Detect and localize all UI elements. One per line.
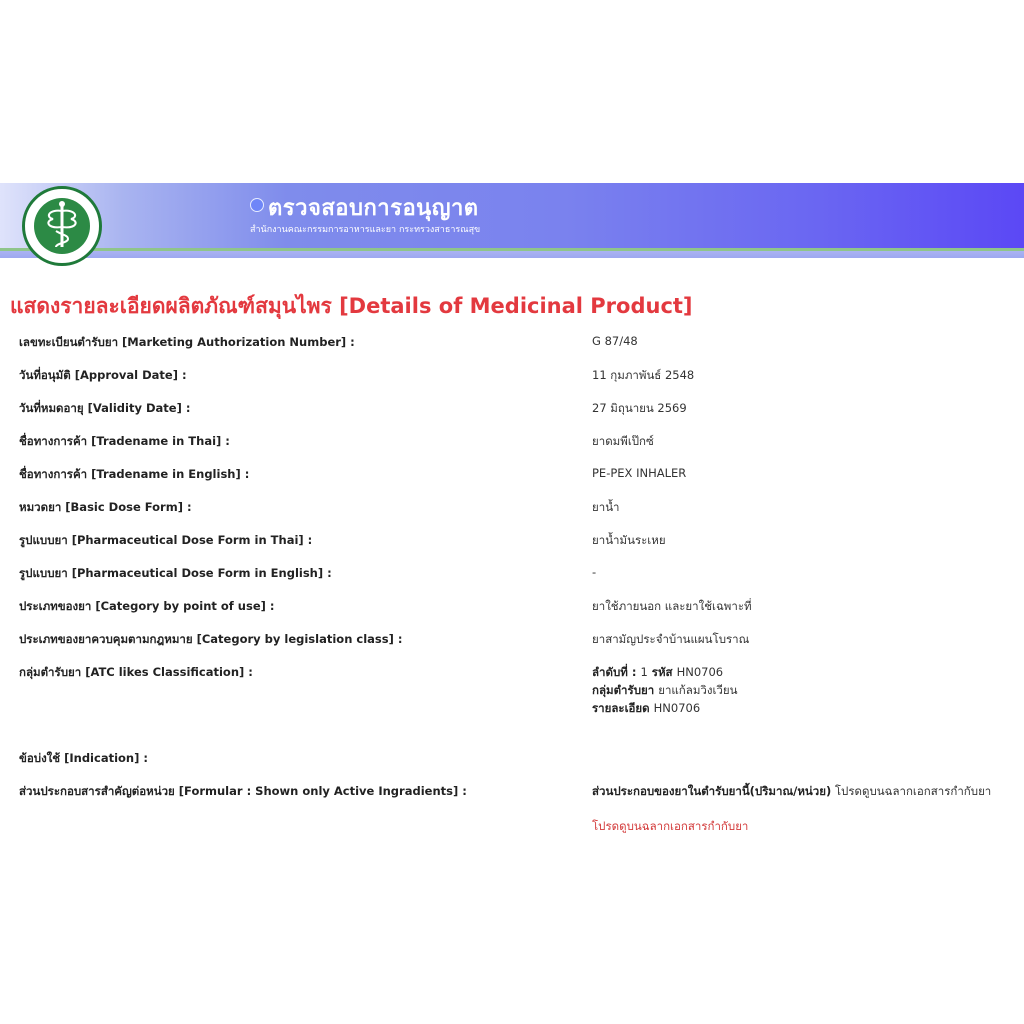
- field-label-validity-date: วันที่หมดอายุ [Validity Date] :: [19, 401, 191, 415]
- field-label-tradename-thai: ชื่อทางการค้า [Tradename in Thai] :: [19, 434, 230, 448]
- atc-detail-value: HN0706: [653, 701, 701, 715]
- field-label-approval-date: วันที่อนุมัติ [Approval Date] :: [19, 368, 187, 382]
- atc-detail-key: รายละเอียด: [592, 701, 654, 715]
- atc-group-value: ยาแก้ลมวิงเวียน: [658, 683, 738, 697]
- atc-line-group: [592, 682, 737, 700]
- field-value-authorization-number: G 87/48: [592, 334, 638, 348]
- title-bullet-icon: [250, 198, 264, 212]
- header-stripe: [0, 248, 1024, 258]
- atc-code-value: HN0706: [676, 665, 724, 679]
- field-value-tradename-english: PE-PEX INHALER: [592, 466, 687, 480]
- field-label-category-use: ประเภทของยา [Category by point of use] :: [19, 599, 275, 613]
- field-value-dose-form-thai: ยาน้ำมันระเหย: [592, 533, 666, 547]
- header-title: ตรวจสอบการอนุญาต: [268, 196, 479, 221]
- header-subtitle: สำนักงานคณะกรรมการอาหารและยา กระทรวงสาธารณสุข: [250, 225, 481, 235]
- field-label-indication: ข้อบ่งใช้ [Indication] :: [19, 751, 148, 765]
- field-value-validity-date: 27 มิถุนายน 2569: [592, 401, 687, 415]
- atc-line-order: [592, 664, 723, 682]
- field-value-dose-form-english: -: [592, 565, 597, 579]
- atc-order-value: 1: [640, 665, 648, 679]
- caduceus-icon: [25, 189, 99, 263]
- formula-key: ส่วนประกอบของยาในตำรับยานี้(ปริมาณ/หน่วย): [592, 784, 832, 798]
- formula-text: โปรดดูบนฉลากเอกสารกำกับยา: [831, 784, 992, 798]
- field-label-atc: กลุ่มตำรับยา [ATC likes Classification] :: [19, 665, 253, 679]
- atc-order-key: ลำดับที่ :: [592, 665, 641, 679]
- field-label-tradename-english: ชื่อทางการค้า [Tradename in English] :: [19, 467, 250, 481]
- field-label-authorization-number: เลขทะเบียนตำรับยา [Marketing Authorization Number] :: [19, 335, 355, 349]
- atc-code-key: รหัส: [647, 665, 677, 679]
- field-label-basic-dose-form: หมวดยา [Basic Dose Form] :: [19, 500, 192, 514]
- field-value-approval-date: 11 กุมภาพันธ์ 2548: [592, 368, 695, 382]
- field-value-tradename-thai: ยาดมพีเป๊กซ์: [592, 434, 654, 448]
- header-banner: [0, 183, 1024, 248]
- formula-note: โปรดดูบนฉลากเอกสารกำกับยา: [592, 819, 749, 833]
- moph-logo-icon[interactable]: [22, 186, 102, 266]
- field-value-category-legislation: ยาสามัญประจำบ้านแผนโบราณ: [592, 632, 750, 646]
- field-value-formula: [592, 783, 991, 801]
- field-value-category-use: ยาใช้ภายนอก และยาใช้เฉพาะที่: [592, 599, 752, 613]
- field-label-dose-form-thai: รูปแบบยา [Pharmaceutical Dose Form in Thai] :: [19, 533, 313, 547]
- atc-line-detail: [592, 700, 700, 718]
- field-label-dose-form-english: รูปแบบยา [Pharmaceutical Dose Form in English] :: [19, 566, 332, 580]
- field-value-basic-dose-form: ยาน้ำ: [592, 500, 620, 514]
- field-label-formula: ส่วนประกอบสารสำคัญต่อหน่วย [Formular : Shown only Active Ingradients] :: [19, 784, 467, 798]
- page-title: แสดงรายละเอียดผลิตภัณฑ์สมุนไพร [Details of Medicinal Product]: [10, 294, 693, 318]
- atc-group-key: กลุ่มตำรับยา: [592, 683, 659, 697]
- field-label-category-legislation: ประเภทของยาควบคุมตามกฎหมาย [Category by legislation class] :: [19, 632, 403, 646]
